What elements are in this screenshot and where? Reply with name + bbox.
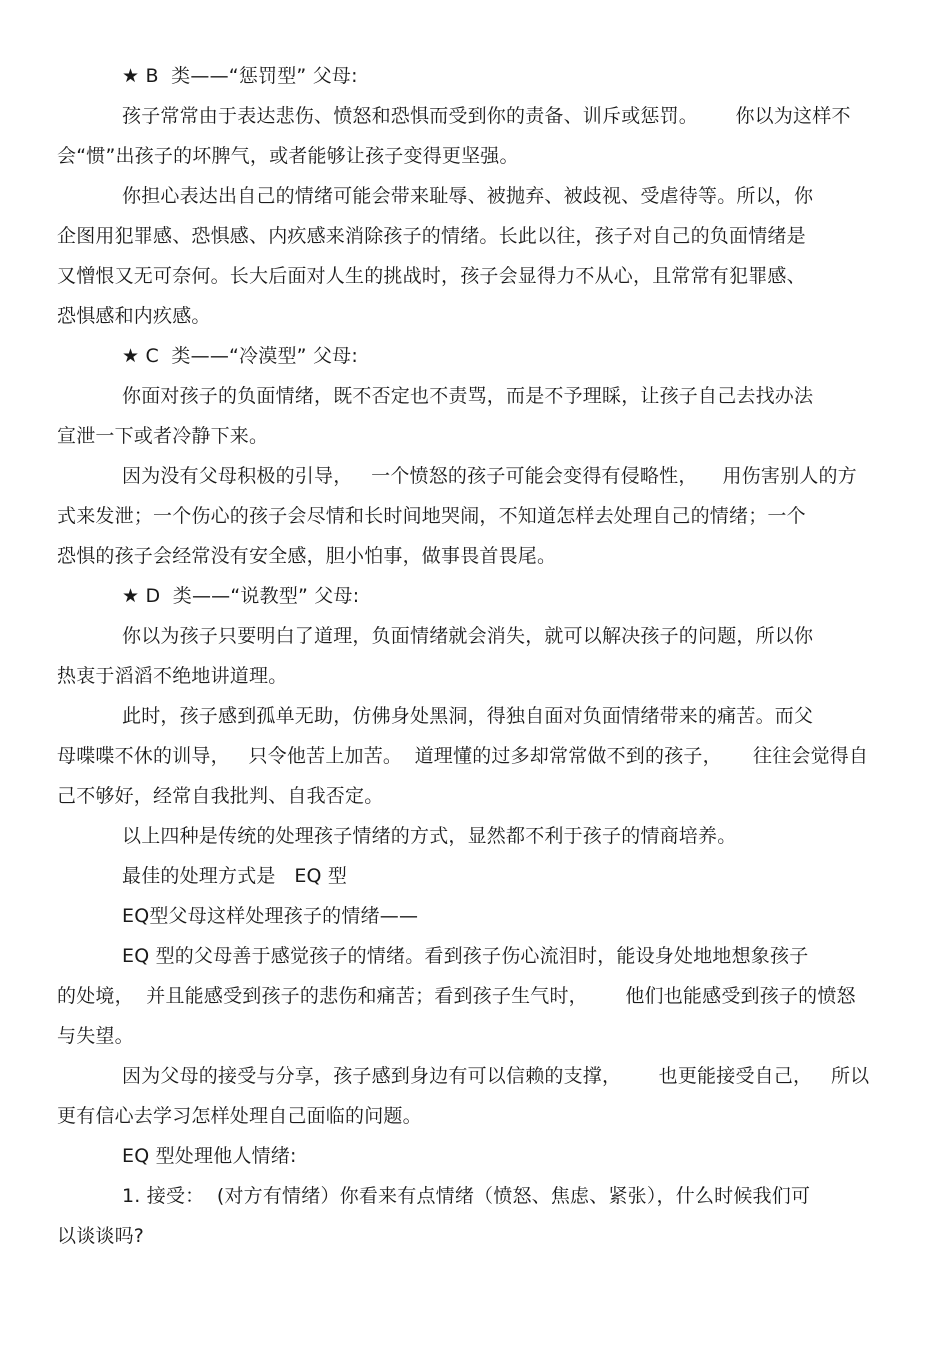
paragraph-line: 你以为孩子只要明白了道理，负面情绪就会消失，就可以解决孩子的问题，所以你 xyxy=(122,625,814,647)
paragraph-line: 宣泄一下或者冷静下来。 xyxy=(57,425,269,447)
paragraph-line: 因为没有父母积极的引导， 一个愤怒的孩子可能会变得有侵略性， 用伤害别人的方 xyxy=(122,465,857,487)
paragraph-line: 式来发泄；一个伤心的孩子会尽情和长时间地哭闹，不知道怎样去处理自己的情绪；一个 xyxy=(57,505,806,527)
paragraph-line: 你面对孩子的负面情绪，既不否定也不责骂，而是不予理睬，让孩子自己去找办法 xyxy=(122,385,814,407)
paragraph-line: 恐惧的孩子会经常没有安全感，胆小怕事，做事畏首畏尾。 xyxy=(57,545,557,567)
paragraph-line: 以谈谈吗? xyxy=(57,1225,145,1247)
paragraph-line: EQ 型的父母善于感觉孩子的情绪。看到孩子伤心流泪时，能设身处地地想象孩子 xyxy=(122,945,809,967)
heading-type-b: ★ B 类——“惩罚型” 父母: xyxy=(122,65,358,87)
heading-eq-others: EQ 型处理他人情绪: xyxy=(122,1145,297,1167)
paragraph-line: 母喋喋不休的训导， 只令他苦上加苦。 道理懂的过多却常常做不到的孩子， 往往会觉得自 xyxy=(57,745,869,767)
paragraph-line: 会“惯”出孩子的坏脾气，或者能够让孩子变得更坚强。 xyxy=(57,145,519,167)
heading-type-c: ★ C 类——“冷漠型” 父母: xyxy=(122,345,358,367)
paragraph-line: 热衷于滔滔不绝地讲道理。 xyxy=(57,665,288,687)
paragraph-line: 你担心表达出自己的情绪可能会带来耻辱、被抛弃、被歧视、受虐待等。所以，你 xyxy=(122,185,814,207)
paragraph-line: 己不够好，经常自我批判、自我否定。 xyxy=(57,785,384,807)
paragraph-line: 又憎恨又无可奈何。长大后面对人生的挑战时，孩子会显得力不从心，且常常有犯罪感、 xyxy=(57,265,806,287)
heading-eq-parents: EQ型父母这样处理孩子的情绪—— xyxy=(122,905,419,927)
paragraph-line: 因为父母的接受与分享，孩子感到身边有可以信赖的支撑， 也更能接受自己， 所以 xyxy=(122,1065,870,1087)
paragraph-line: 此时，孩子感到孤单无助，仿佛身处黑洞，得独自面对负面情绪带来的痛苦。而父 xyxy=(122,705,814,727)
paragraph-line: 与失望。 xyxy=(57,1025,134,1047)
paragraph-line: 最佳的处理方式是 EQ 型 xyxy=(122,865,348,887)
paragraph-line: 孩子常常由于表达悲伤、愤怒和恐惧而受到你的责备、训斥或惩罚。 你以为这样不 xyxy=(122,105,851,127)
paragraph-line: 企图用犯罪感、恐惧感、内疚感来消除孩子的情绪。长此以往，孩子对自己的负面情绪是 xyxy=(57,225,806,247)
list-item-1: 1. 接受： (对方有情绪）你看来有点情绪（愤怒、焦虑、紧张），什么时候我们可 xyxy=(122,1185,811,1207)
paragraph-line: 更有信心去学习怎样处理自己面临的问题。 xyxy=(57,1105,422,1127)
paragraph-line: 恐惧感和内疚感。 xyxy=(57,305,211,327)
paragraph-line: 以上四种是传统的处理孩子情绪的方式，显然都不利于孩子的情商培养。 xyxy=(122,825,737,847)
paragraph-line: 的处境， 并且能感受到孩子的悲伤和痛苦；看到孩子生气时， 他们也能感受到孩子的愤怒 xyxy=(57,985,856,1007)
heading-type-d: ★ D 类——“说教型” 父母: xyxy=(122,585,360,607)
